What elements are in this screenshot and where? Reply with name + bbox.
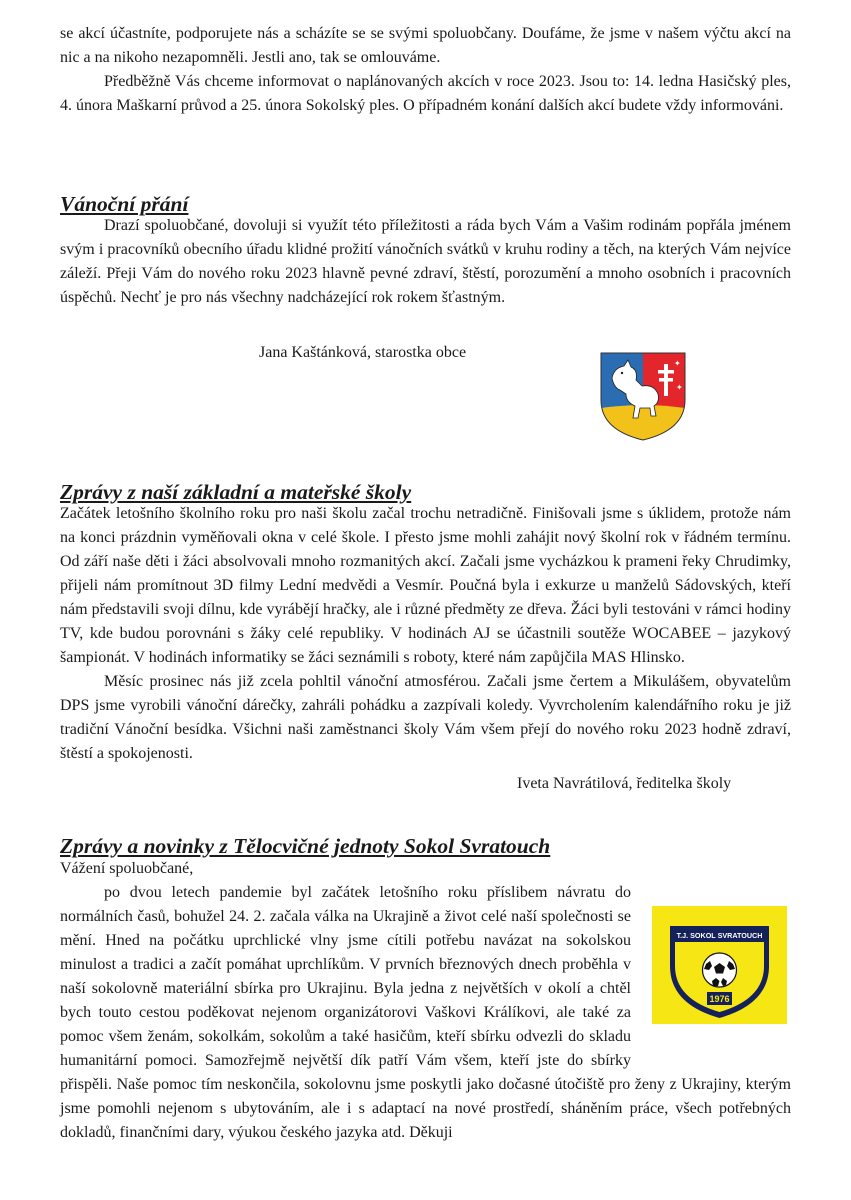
intro-paragraph-2: Předběžně Vás chceme informovat o naplánovaných akcích v roce 2023. Jsou to: 14. ledna Hasičský ples, 4. února Maškarní průvod a 25. února Sokolský ples. O případném konání dalších akcí budete vždy informováni.	[60, 73, 791, 114]
christmas-paragraph: Drazí spoluobčané, dovoluji si využít této příležitosti a ráda bych Vám a Vašim rodinám popřála jménem svým i pracovníků obecního úřadu klidné prožití vánočních svátků v kruhu rodiny a těch, na kterých Vám nejvíce záleží. Přeji Vám do nového roku 2023 hlavně pevné zdraví, štěstí, porozumění a mnoho osobních i pracovních úspěchů. Nechť je pro nás všechny nadcházející rok rokem šťastným.	[60, 217, 791, 306]
sokol-logo	[652, 906, 787, 1024]
sokol-paragraph: po dvou letech pandemie byl začátek letošního roku příslibem návratu do normálních časů, bohužel 24. 2. začala válka na Ukrajině a život celé naší společnosti se mění. Hned na počátku uprchlické vlny jsme cítili potřebu navázat na sokolskou minulost a tradici a začít pomáhat uprchlíkům. V prvních březnových dnech proběhla v naší sokolovně materiální sbírka pro Ukrajinu. Byla jedna z největších v okolí a chtěl bych touto cestou poděkovat nejenom organizátorovi Vaškovi Králíkovi, ale také za pomoc všem ženám, sokolkám, sokolům a také hasičům, kteří sbírku odvezli do skladu humanitární pomoci. Samozřejmě největší dík patří Vám všem, kteří jste do sbírky přispěli. Naše pomoc tím neskončila, sokolovnu jsme poskytli jako dočasné útočiště pro ženy z Ukrajiny, kterým jsme pomohli nejenom s ubytováním, ale i s adaptací na nové prostředí, sháněním práce, všech potřebných dokladů, finančními dary, výukou českého jazyka atd. Děkuji	[60, 884, 791, 1141]
school-signature: Iveta Navrátilová, ředitelka školy	[517, 775, 732, 792]
intro-section	[60, 22, 791, 118]
svg-text:✦: ✦	[676, 383, 683, 392]
christmas-section	[60, 214, 791, 310]
school-section	[60, 502, 791, 766]
municipal-crest	[598, 350, 688, 442]
christmas-signature: Jana Kaštánková, starostka obce	[259, 344, 467, 361]
sokol-heading: Zprávy a novinky z Tělocvičné jednoty Sokol Svratouch	[60, 834, 551, 858]
christmas-heading: Vánoční přání	[60, 192, 189, 216]
school-heading: Zprávy z naší základní a mateřské školy	[60, 480, 412, 504]
school-paragraph-2: Měsíc prosinec nás již zcela pohltil vánoční atmosférou. Začali jsme čertem a Mikulášem, obyvatelům DPS jsme vyrobili vánoční dárečky, zahráli pohádku a zazpívali koledy. Vyvrcholením kalendářního roku je již tradiční Vánoční besídka. Všichni naši zaměstnanci školy Vám všem přejí do nového roku 2023 hodně zdraví, štěstí a spokojenosti.	[60, 673, 791, 762]
sokol-logo-label: T.J. SOKOL SVRATOUCH	[676, 931, 763, 940]
sokol-logo-year: 1976	[709, 994, 730, 1004]
school-paragraph-1: Začátek letošního školního roku pro naši školu začal trochu netradičně. Finišovali jsme s úklidem, protože nám na konci prázdnin vyměňovali okna v celé škole. I přesto jsme mohli zahájit nový školní rok v řádném termínu. Od září naše děti i žáci absolvovali mnoho rozmanitých akcí. Začali jsme vycházkou k prameni řeky Chrudimky, přijeli nám promítnout 3D filmy Lední medvědi a Vesmír. Poučná byla i exkurze u manželů Sádovských, kteří nám představili svoji dílnu, kde vyrábějí hračky, ale i různé předměty ze dřeva. Žáci byli testováni v rámci hodiny TV, kde budou porovnáni s žáky celé republiky. V hodinách AJ se účastnili soutěže WOCABEE – jazykový šampionát. V hodinách informatiky se žáci seznámili s roboty, které nám zapůjčila MAS Hlinsko.	[60, 505, 791, 666]
svg-text:✦: ✦	[674, 359, 681, 368]
intro-paragraph-1: se akcí účastníte, podporujete nás a scházíte se se svými spoluobčany. Doufáme, že jsme v našem výčtu akcí na nic a na nikoho nezapomněli. Jestli ano, tak se omlouváme.	[60, 25, 791, 66]
sokol-greeting: Vážení spoluobčané,	[60, 860, 194, 877]
